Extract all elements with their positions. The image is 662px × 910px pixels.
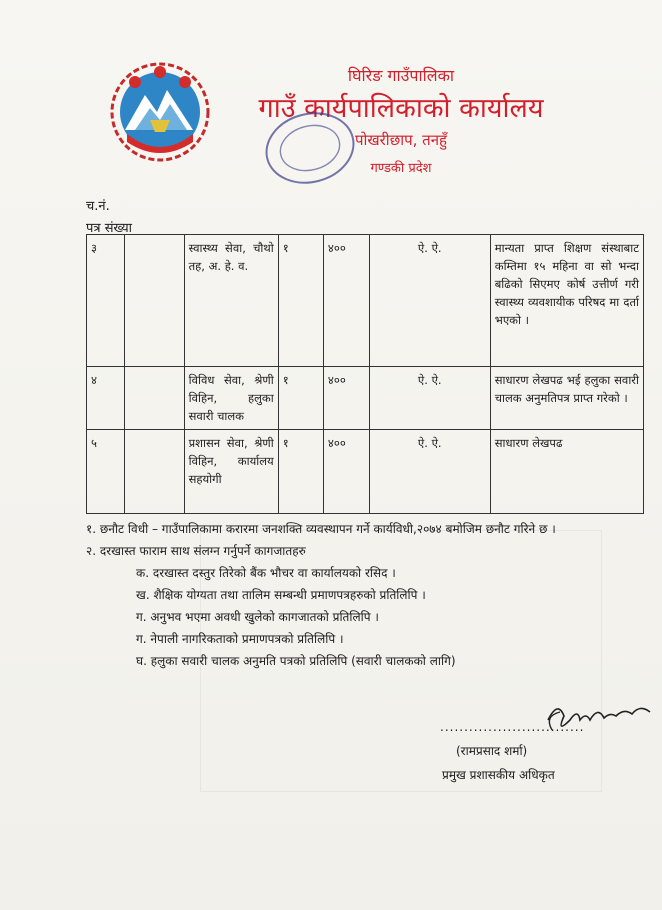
count-cell: १	[278, 235, 323, 367]
count-cell: १	[278, 430, 323, 514]
post-cell: विविध सेवा, श्रेणी विहिन, हलुका सवारी चालक	[184, 367, 278, 430]
note-required-documents: २. दरखास्त फाराम साथ संलग्न गर्नुपर्ने कागजातहरु	[86, 544, 306, 558]
patra-sankhya-label: पत्र संख्या	[86, 221, 132, 236]
cha-no-label: च.नं.	[86, 199, 110, 214]
note-selection-method: १. छनौट विधी – गाउँपालिकामा करारमा जनशक्ति व्यवस्थापन गर्ने कार्यविधी,२०७४ बमोजिम छनौट गरिने छ ।	[86, 522, 556, 536]
blank-cell	[124, 367, 184, 430]
post-cell: प्रशासन सेवा, श्रेणी विहिन, कार्यालय सहयोगी	[184, 430, 278, 514]
office-name: गाउँ कार्यपालिकाको कार्यालय	[258, 93, 544, 124]
qualification-cell: साधारण लेखपढ	[490, 430, 643, 514]
table-row	[87, 235, 644, 367]
table-row	[87, 367, 644, 430]
table-row	[87, 430, 644, 514]
qualification-cell: मान्यता प्राप्त शिक्षण संस्थाबाट कम्तिमा १५ महिना वा सो भन्दा बढिको सिएमए कोर्ष उत्तीर्ण गरी स्वास्थ्य व्यवशायीक परिषद मा दर्ता भएको ।	[490, 235, 643, 367]
document-item: ग. अनुभव भएमा अवधी खुलेको कागजातको प्रतिलिपि ।	[136, 610, 379, 624]
blank-cell	[124, 430, 184, 514]
vacancy-table	[86, 234, 644, 514]
office-address: पोखरीछाप, तनहुँ	[355, 131, 447, 149]
blank-cell	[124, 235, 184, 367]
type-cell: ऐ. ऐ.	[369, 367, 490, 430]
office-province: गण्डकी प्रदेश	[370, 161, 432, 176]
document-item: ख. शैक्षिक योग्यता तथा तालिम सम्बन्धी प्रमाणपत्रहरुको प्रतिलिपि ।	[136, 588, 426, 602]
serial-cell: ४	[87, 367, 125, 430]
fee-cell: ४००	[323, 235, 369, 367]
signatory-name: (रामप्रसाद शर्मा)	[456, 744, 528, 758]
office-stamp-icon	[262, 108, 358, 188]
notes-section	[86, 518, 646, 672]
type-cell: ऐ. ऐ.	[369, 235, 490, 367]
document-item: ग. नेपाली नागरिकताको प्रमाणपत्रको प्रतिलिपि ।	[136, 632, 344, 646]
type-cell: ऐ. ऐ.	[369, 430, 490, 514]
fee-cell: ४००	[323, 430, 369, 514]
fee-cell: ४००	[323, 367, 369, 430]
signatory-title: प्रमुख प्रशासकीय अधिकृत	[442, 768, 555, 782]
signature-line: ..............................	[440, 720, 585, 734]
serial-cell: ५	[87, 430, 125, 514]
municipality-name: घिरिङ गाउँपालिका	[347, 66, 455, 85]
document-item: घ. हलुका सवारी चालक अनुमति पत्रको प्रतिलिपि (सवारी चालकको लागि)	[136, 654, 456, 668]
serial-cell: ३	[87, 235, 125, 367]
document-item: क. दरखास्त दस्तुर तिरेको बैंक भौचर वा कार्यालयको रसिद ।	[136, 566, 396, 580]
count-cell: १	[278, 367, 323, 430]
post-cell: स्वास्थ्य सेवा, चौथो तह, अ. हे. व.	[184, 235, 278, 367]
qualification-cell: साधारण लेखपढ भई हलुका सवारी चालक अनुमतिपत्र प्राप्त गरेको ।	[490, 367, 643, 430]
